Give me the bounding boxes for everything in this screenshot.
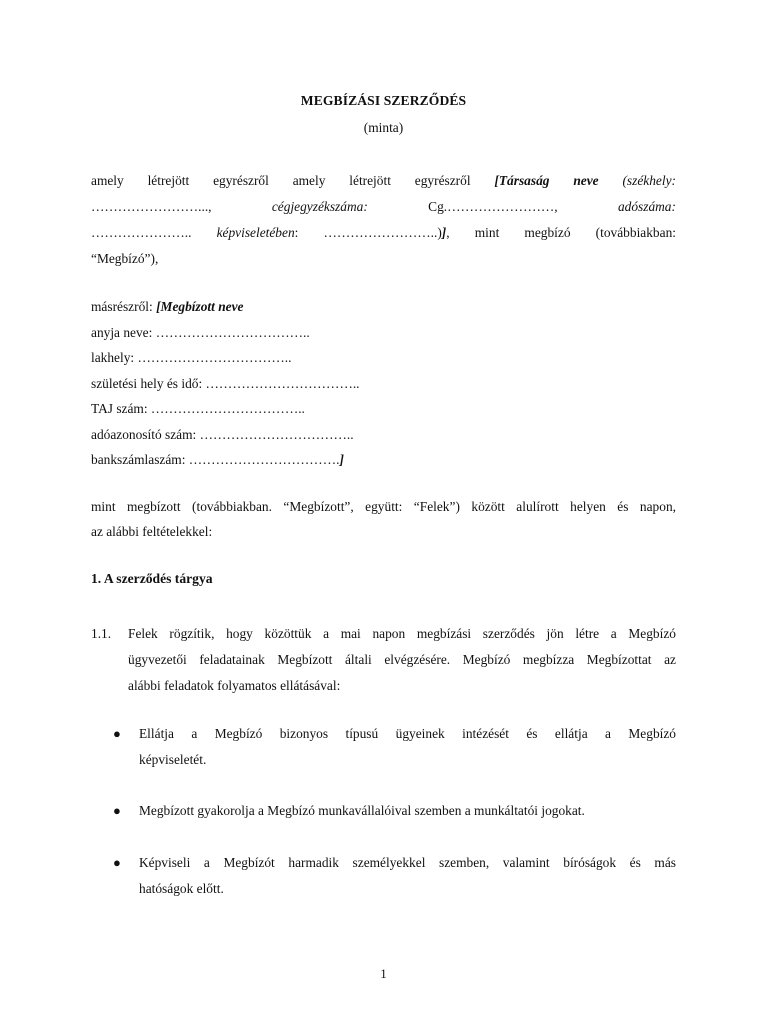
clause-line: alábbi feladatok folyamatos ellátásával: xyxy=(128,678,341,693)
bullet-icon: ● xyxy=(113,855,121,870)
clause-line: Felek rögzítik, hogy közöttük a mai napon megbízási szerződés jön létre a Megbízó xyxy=(128,626,676,641)
intro-text: amely létrejött egyrészről amely létrejött egyrészről xyxy=(91,173,495,188)
residence-field: lakhely: …………………………….. xyxy=(91,350,292,365)
clause-number: 1.1. xyxy=(91,626,112,641)
social-security-field: TAJ szám: …………………………….. xyxy=(91,401,305,416)
bullet-icon: ● xyxy=(113,726,121,741)
bullet-text xyxy=(139,798,676,824)
closing-line-2: az alábbi feltételekkel: xyxy=(91,524,213,539)
representative-label: képviseletében xyxy=(216,225,295,240)
bullet-line: képviseletét. xyxy=(139,752,207,767)
intro-line-3 xyxy=(91,220,676,246)
agent-name-placeholder: [Megbízott neve xyxy=(156,299,244,314)
tax-number-label: adószáma: xyxy=(617,199,676,214)
agent-name-line xyxy=(91,294,676,320)
bank-account-field xyxy=(91,447,676,473)
document-title: MEGBÍZÁSI SZERZŐDÉS xyxy=(300,93,467,108)
intro-line-2 xyxy=(91,194,676,220)
registration-placeholder: Cg.……………………, xyxy=(428,199,558,214)
closing-paragraph xyxy=(91,494,676,544)
bullet-line: hatóságok előtt. xyxy=(139,881,224,896)
section-heading: 1. A szerződés tárgya xyxy=(91,571,213,586)
registration-label: cégjegyzékszáma: xyxy=(271,199,368,214)
tax-number-placeholder: ………………….. xyxy=(91,225,217,240)
clause-body xyxy=(128,621,676,699)
bullet-text xyxy=(139,721,676,773)
close-bracket: ] xyxy=(441,225,447,240)
document-page xyxy=(91,0,676,1024)
intro-line-1 xyxy=(91,168,676,194)
seat-label: (székhely: xyxy=(598,173,676,188)
close-bracket: ] xyxy=(339,452,344,467)
closing-line-1: mint megbízott (továbbiakban. “Megbízott”, együtt: “Felek”) között alulírott helyen és napon, xyxy=(91,499,676,514)
party-label: másrészről: xyxy=(91,299,157,314)
bullet-icon: ● xyxy=(113,803,121,818)
page-number: 1 xyxy=(380,966,387,981)
intro-paragraph xyxy=(91,168,676,272)
representative-placeholder: : ……………………..) xyxy=(294,225,442,240)
seat-placeholder: ……………………..., xyxy=(91,199,212,214)
company-name-placeholder: [Társaság neve xyxy=(494,173,599,188)
document-subtitle: (minta) xyxy=(363,120,404,135)
bullet-line: Ellátja a Megbízó bizonyos típusú ügyeinek intézését és ellátja a Megbízó xyxy=(139,726,676,741)
birth-place-date-field: születési hely és idő: …………………………….. xyxy=(91,375,360,391)
mother-name-field: anyja neve: …………………………….. xyxy=(91,324,310,340)
bullet-text xyxy=(139,850,676,902)
bullet-line: Megbízott gyakorolja a Megbízó munkavállalóival szemben a munkáltatói jogokat. xyxy=(139,803,585,818)
intro-text: , mint megbízó (továbbiakban: xyxy=(446,225,676,240)
bullet-line: Képviseli a Megbízót harmadik személyekkel szemben, valamint bíróságok és más xyxy=(139,855,676,870)
bank-account-text: bankszámlaszám: ……………………………. xyxy=(91,452,340,467)
clause-line: ügyvezetői feladatainak Megbízott általi elvégzésére. Megbízó megbízza Megbízottat az xyxy=(128,652,676,667)
agent-party-block xyxy=(91,294,676,473)
intro-line-4: “Megbízó”), xyxy=(91,251,159,266)
tax-id-field: adóazonosító szám: …………………………….. xyxy=(91,426,354,442)
